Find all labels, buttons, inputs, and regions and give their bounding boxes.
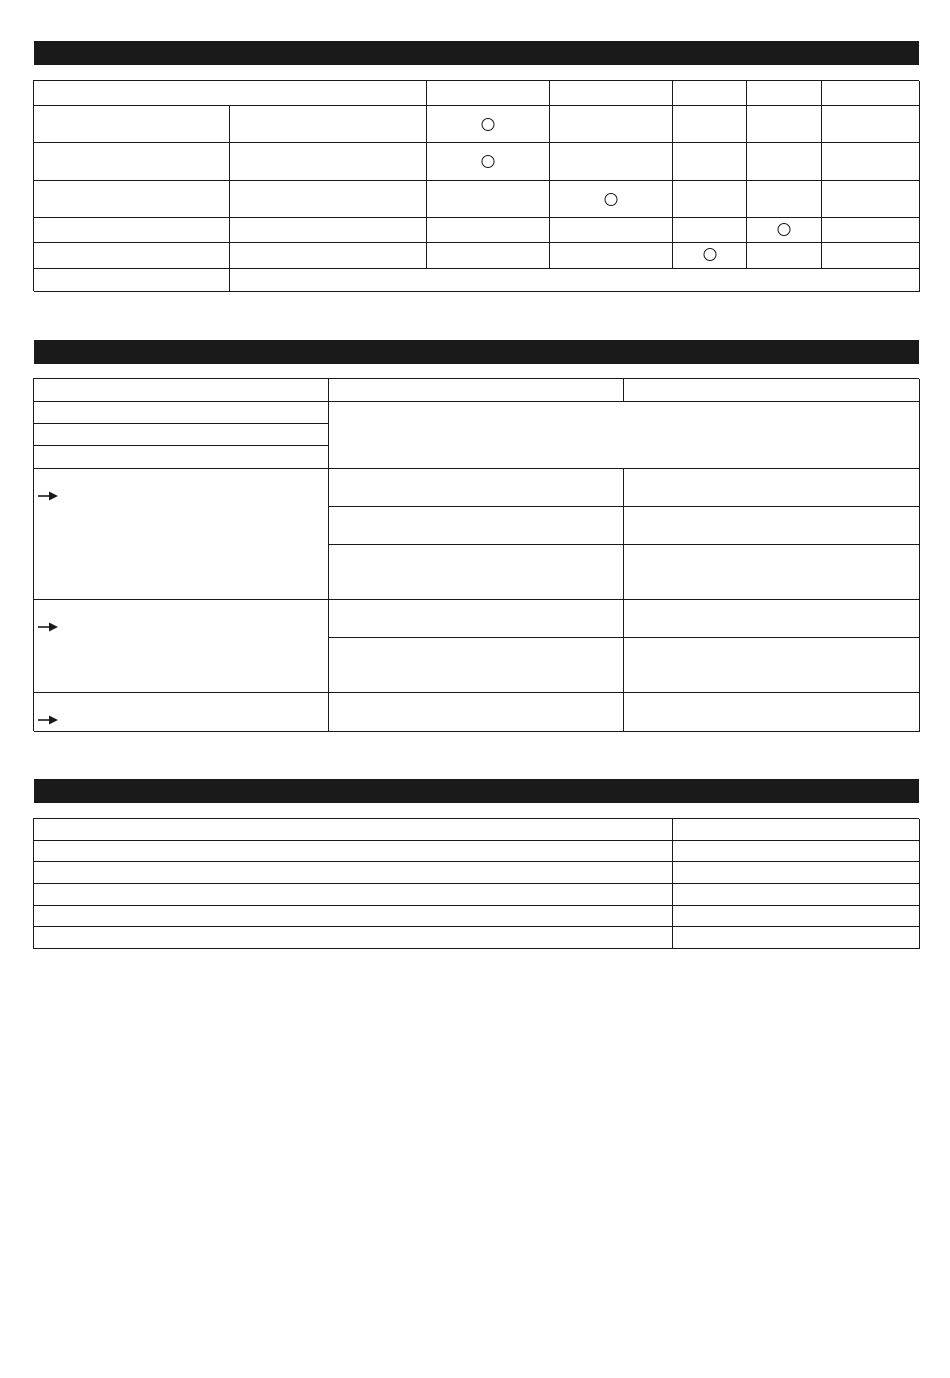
table-cell bbox=[34, 446, 329, 469]
table-cell bbox=[673, 243, 747, 269]
table-cell bbox=[34, 424, 329, 446]
table-cell bbox=[329, 693, 624, 732]
circle-icon bbox=[778, 223, 791, 236]
table-cell bbox=[230, 243, 427, 269]
table-cell bbox=[230, 181, 427, 218]
table-cell bbox=[822, 218, 920, 243]
table-cell bbox=[34, 143, 230, 181]
section-header-bar bbox=[34, 779, 919, 803]
table-header-cell bbox=[550, 81, 673, 106]
table-cell bbox=[329, 638, 624, 693]
table-cell bbox=[550, 143, 673, 181]
table-cell bbox=[329, 507, 624, 545]
table-cell bbox=[34, 906, 673, 928]
table-cell bbox=[34, 884, 673, 906]
table-header-cell bbox=[34, 379, 329, 402]
table-cell bbox=[550, 106, 673, 143]
table-cell bbox=[822, 181, 920, 218]
circle-icon bbox=[605, 193, 618, 206]
table-cell bbox=[34, 819, 673, 841]
table-cell bbox=[624, 469, 920, 507]
table-header-cell bbox=[747, 81, 822, 106]
table-cell bbox=[673, 906, 920, 928]
table-cell bbox=[427, 181, 550, 218]
table-header-cell bbox=[673, 81, 747, 106]
table-cell bbox=[747, 143, 822, 181]
arrow-right-icon bbox=[38, 715, 58, 725]
table-cell bbox=[624, 638, 920, 693]
table-cell bbox=[822, 106, 920, 143]
table-cell bbox=[329, 545, 624, 600]
table-cell bbox=[427, 106, 550, 143]
table-cell bbox=[673, 218, 747, 243]
table-header-cell bbox=[34, 81, 427, 106]
table-cell bbox=[34, 469, 329, 600]
circle-icon bbox=[482, 155, 495, 168]
table-cell bbox=[550, 181, 673, 218]
selection-table bbox=[33, 80, 919, 291]
table-cell bbox=[550, 218, 673, 243]
arrow-right-icon bbox=[38, 622, 58, 632]
table-cell bbox=[34, 862, 673, 884]
table-cell bbox=[34, 106, 230, 143]
table-cell bbox=[230, 143, 427, 181]
table-cell bbox=[624, 545, 920, 600]
table-cell bbox=[673, 181, 747, 218]
table-cell bbox=[624, 693, 920, 732]
table-cell bbox=[230, 218, 427, 243]
section-header-bar bbox=[34, 340, 919, 364]
table-cell bbox=[673, 862, 920, 884]
table-cell bbox=[427, 243, 550, 269]
table-cell bbox=[673, 143, 747, 181]
table-cell bbox=[329, 402, 920, 469]
table-cell bbox=[747, 218, 822, 243]
table-cell bbox=[34, 841, 673, 863]
table-cell bbox=[34, 693, 329, 732]
table-cell bbox=[34, 181, 230, 218]
table-cell bbox=[34, 402, 329, 424]
table-cell bbox=[624, 600, 920, 638]
table-cell bbox=[550, 243, 673, 269]
table-cell bbox=[822, 243, 920, 269]
table-cell bbox=[747, 181, 822, 218]
table-cell bbox=[747, 106, 822, 143]
table-header-cell bbox=[329, 379, 624, 402]
table-cell bbox=[230, 106, 427, 143]
table-cell bbox=[34, 218, 230, 243]
table-cell bbox=[230, 269, 920, 292]
circle-icon bbox=[703, 248, 716, 261]
table-cell bbox=[747, 243, 822, 269]
table-cell bbox=[34, 243, 230, 269]
spec-table bbox=[33, 818, 919, 949]
procedure-table bbox=[33, 378, 919, 731]
table-cell bbox=[822, 143, 920, 181]
table-cell bbox=[624, 507, 920, 545]
table-cell bbox=[34, 600, 329, 693]
table-cell bbox=[34, 269, 230, 292]
table-cell bbox=[34, 927, 673, 949]
table-cell bbox=[673, 841, 920, 863]
table-header-cell bbox=[624, 379, 920, 402]
table-cell bbox=[673, 927, 920, 949]
arrow-right-icon bbox=[38, 491, 58, 501]
table-cell bbox=[673, 884, 920, 906]
circle-icon bbox=[482, 118, 495, 131]
table-cell bbox=[329, 600, 624, 638]
table-cell bbox=[329, 469, 624, 507]
table-cell bbox=[673, 819, 920, 841]
table-cell bbox=[427, 143, 550, 181]
table-header-cell bbox=[427, 81, 550, 106]
table-cell bbox=[427, 218, 550, 243]
section-header-bar bbox=[34, 41, 919, 65]
table-cell bbox=[673, 106, 747, 143]
table-header-cell bbox=[822, 81, 920, 106]
